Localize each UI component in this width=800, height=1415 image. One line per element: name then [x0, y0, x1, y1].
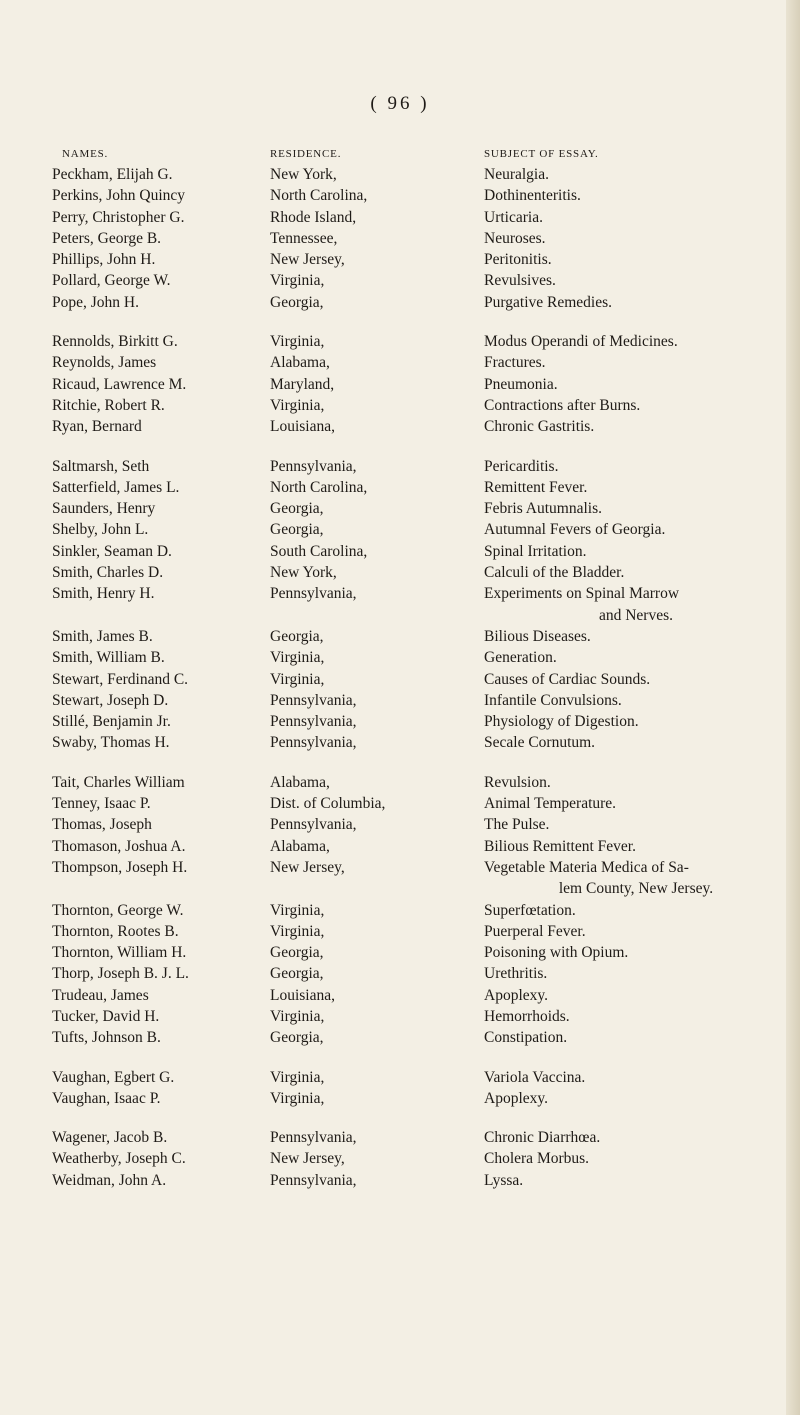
entry-subject-cell: [484, 793, 788, 814]
entry-subject: Chronic Gastritis.: [484, 418, 595, 436]
list-item: [0, 985, 800, 1006]
column-header-subject: SUBJECT OF ESSAY.: [484, 148, 599, 160]
entry-name: Peckham, Elijah G.: [52, 166, 173, 183]
entry-subject-cell: [484, 456, 788, 477]
list-item: [0, 690, 800, 711]
entry-name: Trudeau, James: [52, 986, 149, 1004]
list-item: [0, 772, 800, 793]
list-item: [0, 963, 800, 984]
entry-name: Saltmarsh, Seth: [52, 457, 150, 475]
entry-name: Tait, Charles William: [52, 773, 185, 791]
list-item: [0, 793, 800, 814]
entry-subject-cell: [484, 857, 788, 900]
entry-name: Reynolds, James: [52, 354, 157, 372]
entry-residence: Pennsylvania,: [270, 1171, 357, 1189]
list-item: [0, 352, 800, 373]
entry-subject-cell: [484, 772, 788, 793]
entry-residence: Virginia,: [270, 1068, 325, 1086]
entry-subject-cell: [484, 900, 788, 921]
list-item: [0, 857, 800, 900]
list-item: [0, 626, 800, 647]
entry-subject-cell: [484, 185, 788, 206]
entry-name: Perkins, John Quincy: [52, 187, 186, 205]
entry-subject-cell: [484, 1148, 788, 1169]
entry-name: Smith, Henry H.: [52, 585, 155, 603]
entry-subject-continuation: and Nerves.: [598, 606, 674, 624]
entry-residence: Georgia,: [270, 944, 324, 962]
list-item: [0, 562, 800, 583]
entry-subject: Variola Vaccina.: [484, 1068, 586, 1086]
list-item: [0, 1067, 800, 1088]
entry-subject-cell: [484, 228, 788, 249]
list-item: [0, 921, 800, 942]
entry-subject: Remittent Fever.: [484, 478, 588, 496]
entry-name: Smith, William B.: [52, 649, 165, 667]
page-number: ( 96 ): [370, 93, 430, 114]
entry-subject-cell: [484, 647, 788, 668]
entry-subject: Infantile Convulsions.: [484, 691, 622, 709]
entry-residence: Georgia,: [270, 627, 324, 645]
entry-residence: Virginia,: [270, 649, 325, 667]
entry-name: Wagener, Jacob B.: [52, 1129, 168, 1147]
entry-residence: Louisiana,: [270, 418, 335, 436]
entry-name: Vaughan, Isaac P.: [52, 1089, 161, 1107]
entry-subject-cell: [484, 690, 788, 711]
entry-subject-cell: [484, 562, 788, 583]
entry-name: Ryan, Bernard: [52, 418, 142, 436]
entry-name: Pollard, George W.: [52, 272, 171, 290]
entry-subject: Purgative Remedies.: [484, 293, 612, 311]
list-item: [0, 1148, 800, 1169]
entry-subject: Autumnal Fevers of Georgia.: [484, 521, 666, 539]
entry-subject-cell: [484, 1127, 788, 1148]
entry-subject: Fractures.: [484, 354, 546, 372]
entry-residence: New York,: [270, 564, 337, 582]
entry-subject-cell: [484, 836, 788, 857]
entry-subject-cell: [484, 963, 788, 984]
entry-residence: Georgia,: [270, 500, 324, 518]
entry-subject: Experiments on Spinal Marrow: [484, 585, 680, 603]
entry-subject: Spinal Irritation.: [484, 542, 587, 560]
list-item: [0, 669, 800, 690]
entry-name: Tucker, David H.: [52, 1007, 160, 1025]
entry-residence: Dist. of Columbia,: [270, 795, 386, 813]
list-item: [0, 249, 800, 270]
entry-residence: New Jersey,: [270, 858, 345, 876]
entry-subject-cell: [484, 270, 788, 291]
entry-subject: Neuroses.: [484, 229, 546, 247]
entry-residence: Pennsylvania,: [270, 1129, 357, 1147]
entry-subject-cell: [484, 921, 788, 942]
entry-residence: Rhode Island,: [270, 208, 357, 226]
entry-subject-cell: [484, 249, 788, 270]
entry-subject-cell: [484, 519, 788, 540]
list-item: [0, 416, 800, 437]
list-item: [0, 374, 800, 395]
entry-subject-cell: [484, 985, 788, 1006]
entry-residence: Virginia,: [270, 901, 325, 919]
list-item: [0, 1006, 800, 1027]
list-item: [0, 477, 800, 498]
entry-subject-cell: [484, 498, 788, 519]
entry-name: Thomason, Joshua A.: [52, 837, 186, 855]
entry-subject: Revulsives.: [484, 272, 556, 290]
entry-subject: Puerperal Fever.: [484, 922, 586, 940]
graduates-list: [0, 164, 800, 1191]
entry-subject-cell: [484, 541, 788, 562]
entry-name: Tufts, Johnson B.: [52, 1029, 161, 1047]
entry-subject-cell: [484, 711, 788, 732]
list-item: [0, 541, 800, 562]
entry-subject: Dothinenteritis.: [484, 187, 581, 205]
entry-subject: Poisoning with Opium.: [484, 944, 629, 962]
list-item: [0, 164, 800, 185]
entry-residence: Virginia,: [270, 396, 325, 414]
list-item: [0, 331, 800, 352]
list-item: [0, 942, 800, 963]
entry-subject: Bilious Diseases.: [484, 627, 591, 645]
entry-name: Weatherby, Joseph C.: [52, 1150, 186, 1168]
entry-name: Thompson, Joseph H.: [52, 858, 188, 876]
entry-residence: Maryland,: [270, 375, 335, 393]
entry-residence: Louisiana,: [270, 986, 335, 1004]
entry-residence: Alabama,: [270, 837, 330, 855]
entry-residence: South Carolina,: [270, 542, 368, 560]
entry-name: Satterfield, James L.: [52, 478, 180, 496]
entry-name: Saunders, Henry: [52, 500, 156, 518]
entry-subject: Causes of Cardiac Sounds.: [484, 670, 651, 688]
entry-name: Pope, John H.: [52, 293, 139, 311]
entry-subject-cell: [484, 942, 788, 963]
entry-subject-cell: [484, 395, 788, 416]
entry-name: Thornton, William H.: [52, 944, 187, 962]
entry-name: Thomas, Joseph: [52, 816, 152, 834]
entry-residence: Tennessee,: [270, 229, 338, 247]
entry-subject-cell: [484, 292, 788, 313]
list-item: [0, 814, 800, 835]
entry-subject: Apoplexy.: [484, 1089, 548, 1107]
entry-subject-cell: [484, 477, 788, 498]
entry-name: Sinkler, Seaman D.: [52, 542, 172, 560]
entry-subject: Animal Temperature.: [484, 795, 617, 813]
entry-residence: Virginia,: [270, 1089, 325, 1107]
list-item: [0, 1088, 800, 1109]
entry-name: Ritchie, Robert R.: [52, 396, 165, 414]
list-item: [0, 519, 800, 540]
entry-name: Stewart, Joseph D.: [52, 691, 169, 709]
entry-residence: Georgia,: [270, 1029, 324, 1047]
list-item: [0, 711, 800, 732]
entry-residence: Alabama,: [270, 354, 330, 372]
entry-name: Vaughan, Egbert G.: [52, 1068, 175, 1086]
entry-name: Stewart, Ferdinand C.: [52, 670, 189, 688]
list-item: [0, 207, 800, 228]
entry-subject-cell: [484, 374, 788, 395]
entry-name: Rennolds, Birkitt G.: [52, 333, 178, 351]
entry-subject: Urethritis.: [484, 965, 548, 983]
entry-subject: Contractions after Burns.: [484, 396, 641, 414]
entry-residence: Georgia,: [270, 293, 324, 311]
entry-subject-cell: [484, 352, 788, 373]
entry-name: Thornton, Rootes B.: [52, 922, 179, 940]
entry-residence: Virginia,: [270, 670, 325, 688]
entry-name: Smith, Charles D.: [52, 564, 164, 582]
entry-residence: New York,: [270, 166, 337, 183]
entry-subject: Urticaria.: [484, 208, 543, 226]
entry-subject: Pericarditis.: [484, 457, 559, 475]
entry-subject: Hemorrhoids.: [484, 1007, 570, 1025]
entry-residence: Pennsylvania,: [270, 585, 357, 603]
entry-subject-cell: [484, 1006, 788, 1027]
entry-residence: Virginia,: [270, 333, 325, 351]
list-item: [0, 292, 800, 313]
entry-name: Shelby, John L.: [52, 521, 149, 539]
entry-subject-continuation: lem County, New Jersey.: [558, 880, 714, 898]
entry-residence: Virginia,: [270, 922, 325, 940]
entry-subject-cell: [484, 814, 788, 835]
entry-subject: Febris Autumnalis.: [484, 500, 602, 518]
entry-subject: Cholera Morbus.: [484, 1150, 590, 1168]
entry-subject-cell: [484, 1067, 788, 1088]
entry-subject: Revulsion.: [484, 773, 551, 791]
list-item: [0, 1170, 800, 1191]
entry-subject: Secale Cornutum.: [484, 734, 596, 752]
entry-subject: Peritonitis.: [484, 251, 552, 269]
entry-subject: Pneumonia.: [484, 375, 558, 393]
entry-residence: Alabama,: [270, 773, 330, 791]
entry-residence: North Carolina,: [270, 478, 368, 496]
list-item: [0, 185, 800, 206]
list-item: [0, 228, 800, 249]
entry-subject-cell: [484, 164, 788, 185]
entry-subject: Bilious Remittent Fever.: [484, 837, 636, 855]
entry-subject-cell: [484, 583, 788, 626]
entry-subject: Apoplexy.: [484, 986, 548, 1004]
entry-name: Peters, George B.: [52, 229, 162, 247]
column-header-names: NAMES.: [62, 148, 109, 160]
list-item: [0, 583, 800, 626]
entry-subject: Physiology of Digestion.: [484, 713, 639, 731]
list-item: [0, 270, 800, 291]
entry-name: Tenney, Isaac P.: [52, 795, 151, 813]
entry-residence: Pennsylvania,: [270, 713, 357, 731]
entry-subject-cell: [484, 416, 788, 437]
entry-subject: Constipation.: [484, 1029, 568, 1047]
entry-subject: Lyssa.: [484, 1171, 524, 1189]
entry-subject: The Pulse.: [484, 816, 550, 834]
entry-name: Stillé, Benjamin Jr.: [52, 713, 171, 731]
entry-residence: Georgia,: [270, 521, 324, 539]
entry-name: Ricaud, Lawrence M.: [52, 375, 187, 393]
entry-subject-cell: [484, 331, 788, 352]
entry-subject: Superfœtation.: [484, 901, 576, 919]
list-item: [0, 836, 800, 857]
entry-residence: Pennsylvania,: [270, 734, 357, 752]
entry-subject-cell: [484, 669, 788, 690]
entry-name: Perry, Christopher G.: [52, 208, 185, 226]
entry-residence: Pennsylvania,: [270, 816, 357, 834]
entry-subject-cell: [484, 626, 788, 647]
entry-subject: Chronic Diarrhœa.: [484, 1129, 601, 1147]
entry-residence: New Jersey,: [270, 251, 345, 269]
entry-residence: Pennsylvania,: [270, 457, 357, 475]
entry-subject-cell: [484, 1027, 788, 1048]
list-item: [0, 900, 800, 921]
entry-subject-cell: [484, 1170, 788, 1191]
entry-subject-cell: [484, 1088, 788, 1109]
entry-residence: Virginia,: [270, 272, 325, 290]
entry-residence: New Jersey,: [270, 1150, 345, 1168]
entry-residence: North Carolina,: [270, 187, 368, 205]
list-item: [0, 647, 800, 668]
entry-subject-cell: [484, 732, 788, 753]
entry-name: Thornton, George W.: [52, 901, 184, 919]
entry-name: Thorp, Joseph B. J. L.: [52, 965, 189, 983]
entry-subject: Neuralgia.: [484, 166, 549, 183]
list-item: [0, 498, 800, 519]
list-item: [0, 732, 800, 753]
entry-subject: Calculi of the Bladder.: [484, 564, 625, 582]
entry-name: Weidman, John A.: [52, 1171, 167, 1189]
entry-subject: Modus Operandi of Medicines.: [484, 333, 678, 351]
entry-residence: Virginia,: [270, 1007, 325, 1025]
entry-name: Smith, James B.: [52, 627, 153, 645]
list-item: [0, 456, 800, 477]
entry-residence: Pennsylvania,: [270, 691, 357, 709]
list-item: [0, 395, 800, 416]
entry-name: Phillips, John H.: [52, 251, 156, 269]
list-item: [0, 1127, 800, 1148]
entry-residence: Georgia,: [270, 965, 324, 983]
entry-subject-cell: [484, 207, 788, 228]
entry-subject: Generation.: [484, 649, 557, 667]
entry-subject: Vegetable Materia Medica of Sa-: [484, 858, 689, 876]
list-item: [0, 1027, 800, 1048]
entry-name: Swaby, Thomas H.: [52, 734, 170, 752]
column-header-residence: RESIDENCE.: [270, 148, 342, 160]
